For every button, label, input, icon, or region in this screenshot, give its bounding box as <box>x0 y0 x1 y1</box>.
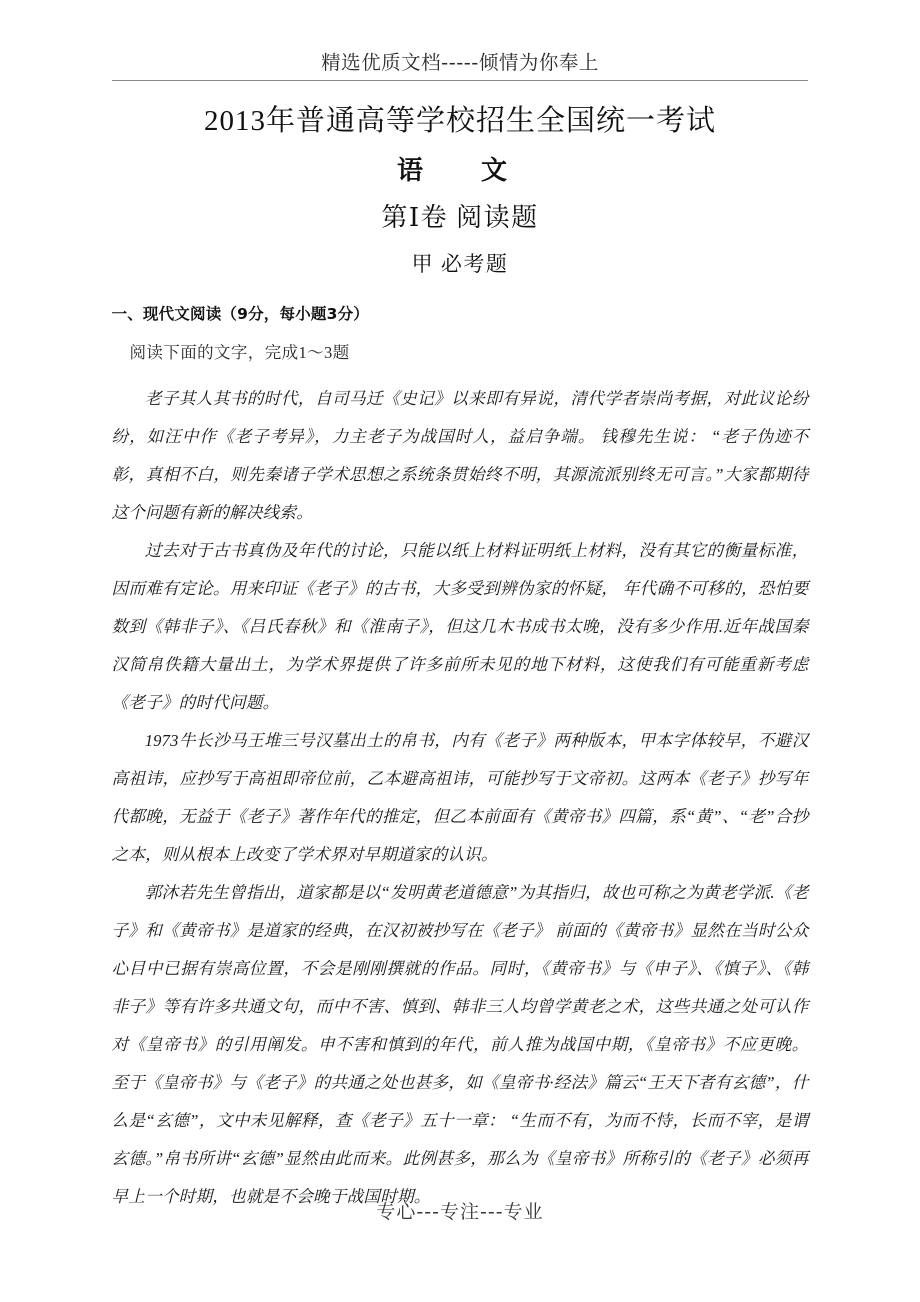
volume-title: 第Ⅰ卷 阅读题 <box>381 202 539 232</box>
document-content <box>112 304 809 1216</box>
document-header <box>0 0 920 81</box>
body-paragraph: 郭沐若先生曾指出，道家都是以“发明黄老道德意”为其指归，故也可称之为黄老学派.《老子》和《黄帝书》是道家的经典，在汉初被抄写在《老子》 前面的《黄帝书》显然在当时公众心目中已据有崇高位置，不会是刚刚撰就的作品。同时，《黄帝书》与《申子》、《慎子》、《韩非子》等有许多共通文句，而中不害、慎到、韩非三人均曾学黄老之术，这些共通之处可认作对《皇帝书》的引用阐发。申不害和慎到的年代，前人推为战国中期，《皇帝书》不应更晚。至于《皇帝书》与《老子》的共通之处也甚多，如《皇帝书·经法》篇云“王天下者有玄德”，什么是“玄德”，文中未见解释，查《老子》五十一章： “生而不有，为而不恃，长而不宰，是谓玄德。”帛书所讲“玄德”显然由此而来。此例甚多，那么为《皇帝书》所称引的《老子》必须再早上一个时期，也就是不会晚于战国时期。 <box>111 883 809 1207</box>
header-divider-rule <box>112 80 808 81</box>
header-watermark-text: 精选优质文档-----倾情为你奉上 <box>321 51 599 74</box>
subject-title: 语 文 <box>396 155 523 186</box>
document-footer <box>0 1197 920 1224</box>
part-title: 甲 必考题 <box>411 251 509 276</box>
body-paragraph: 1973牛长沙马王堆三号汉墓出土的帛书，内有《老子》两种版本，甲本字体较早，不避汉高祖讳，应抄写于高祖即帝位前，乙本避高祖讳，可能抄写于文帝初。这两本《老子》抄写年代都晚，无益于《老子》著作年代的推定，但乙本前面有《黄帝书》四篇，系“黄”、“老”合抄之本，则从根本上改变了学术界对早期道家的认识。 <box>111 731 809 865</box>
section-heading: 一、现代文阅读（9分，每小题3分） <box>111 304 369 323</box>
body-paragraph: 过去对于古书真伪及年代的讨论，只能以纸上材料证明纸上材料，没有其它的衡量标准，因而难有定论。用来印证《老子》的古书，大多受到辨伪家的怀疑， 年代确不可移的，恐怕要数到《韩非子》、《吕氏春秋》和《淮南子》，但这几木书成书太晚，没有多少作用.近年战国秦汉简帛佚籍大量出土，为学术界提供了许多前所未见的地下材料，这使我们有可能重新考虑《老子》的时代问题。 <box>111 541 809 713</box>
body-paragraph: 老子其人其书的时代，自司马迁《史记》以来即有异说，清代学者崇尚考据，对此议论纷纷，如汪中作《老子考异》，力主老子为战国时人，益启争端。 钱穆先生说： “老子伪迹不彰，真相不白，则先秦诸子学术思想之系统条贯始终不明，其源流派别终无可言。”大家都期待这个问题有新的解决线索。 <box>111 389 809 523</box>
title-block <box>0 103 920 277</box>
footer-slogan-text: 专心---专注---专业 <box>376 1201 544 1223</box>
section-instruction: 阅读下面的文字，完成1～3题 <box>129 343 350 363</box>
exam-title: 2013年普通高等学校招生全国统一考试 <box>203 105 716 138</box>
